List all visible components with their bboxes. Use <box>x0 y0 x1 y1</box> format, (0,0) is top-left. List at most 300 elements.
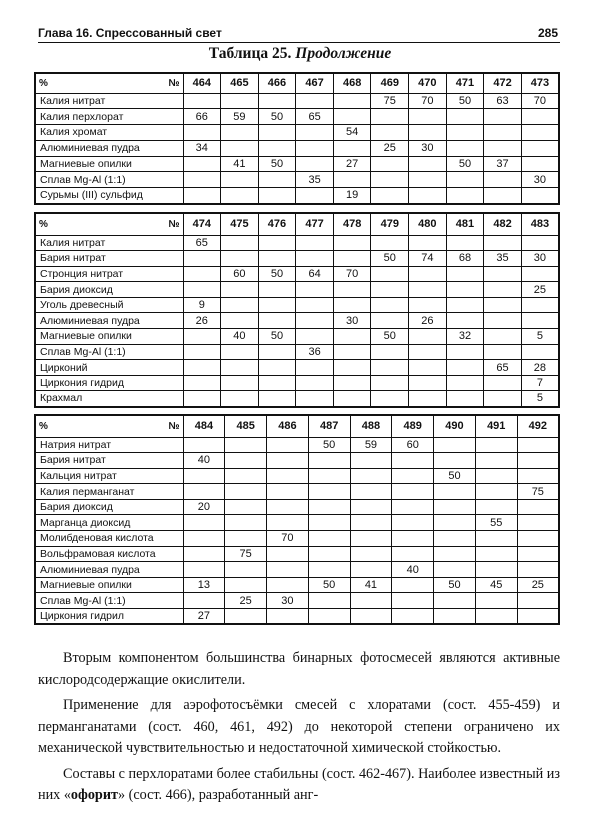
percent-cell: 60 <box>392 437 434 453</box>
ingredient-name: Алюминиевая пудра <box>35 562 183 578</box>
ingredient-name: Молибденовая кислота <box>35 531 183 547</box>
percent-cell <box>225 515 267 531</box>
percent-cell <box>350 484 392 500</box>
percent-cell <box>475 546 517 562</box>
ingredient-name: Уголь древесный <box>35 297 183 313</box>
percent-cell <box>333 391 371 407</box>
chapter-title: Глава 16. Спрессованный свет <box>38 26 222 40</box>
percent-cell: 13 <box>183 577 225 593</box>
percent-cell <box>225 499 267 515</box>
percent-cell <box>475 499 517 515</box>
percent-cell <box>434 609 476 625</box>
number-label: № <box>168 77 180 89</box>
ingredient-name: Алюминиевая пудра <box>35 313 183 329</box>
ingredient-name: Цирконий <box>35 360 183 376</box>
ingredient-name: Калия нитрат <box>35 235 183 251</box>
percent-cell <box>183 562 225 578</box>
percent-cell <box>434 593 476 609</box>
percent-cell <box>296 251 334 267</box>
percent-cell: 75 <box>371 93 409 109</box>
percent-cell <box>409 329 447 345</box>
ingredient-name: Бария диоксид <box>35 499 183 515</box>
table-row <box>35 499 559 515</box>
percent-cell: 54 <box>333 125 371 141</box>
body-text <box>38 648 560 807</box>
percent-cell: 66 <box>183 109 221 125</box>
percent-cell: 30 <box>267 593 309 609</box>
percent-cell: 50 <box>446 93 484 109</box>
percent-cell: 45 <box>475 577 517 593</box>
percent-cell <box>183 360 221 376</box>
percent-cell: 26 <box>409 313 447 329</box>
percent-cell <box>225 577 267 593</box>
percent-cell <box>484 125 522 141</box>
corner-cell <box>35 73 183 93</box>
percent-cell <box>308 453 350 469</box>
percent-cell <box>484 329 522 345</box>
percent-cell <box>258 125 296 141</box>
percent-cell <box>409 125 447 141</box>
percent-cell: 25 <box>521 282 559 298</box>
percent-cell: 36 <box>296 344 334 360</box>
percent-cell <box>183 484 225 500</box>
percent-cell <box>221 125 259 141</box>
percent-cell: 68 <box>446 251 484 267</box>
ingredient-name: Магниевые опилки <box>35 156 183 172</box>
composition-number: 466 <box>258 73 296 93</box>
percent-cell <box>446 375 484 391</box>
percent-cell <box>392 453 434 469</box>
percent-cell <box>296 391 334 407</box>
percent-cell: 28 <box>521 360 559 376</box>
percent-cell: 50 <box>371 329 409 345</box>
percent-cell <box>517 437 559 453</box>
percent-cell <box>225 484 267 500</box>
percent-cell <box>225 609 267 625</box>
percent-cell: 5 <box>521 329 559 345</box>
percent-cell <box>371 344 409 360</box>
percent-cell <box>267 484 309 500</box>
percent-cell <box>267 453 309 469</box>
percent-cell <box>221 344 259 360</box>
percent-cell <box>521 235 559 251</box>
table-row <box>35 109 559 125</box>
percent-cell <box>258 344 296 360</box>
running-header <box>38 24 560 43</box>
percent-cell <box>350 468 392 484</box>
table-row <box>35 140 559 156</box>
percent-label: % <box>39 420 48 432</box>
percent-cell <box>446 344 484 360</box>
percent-cell: 70 <box>409 93 447 109</box>
number-label: № <box>168 218 180 230</box>
percent-cell: 19 <box>333 188 371 204</box>
percent-cell <box>475 609 517 625</box>
composition-number: 479 <box>371 213 409 235</box>
percent-cell <box>267 609 309 625</box>
composition-number: 468 <box>333 73 371 93</box>
percent-cell <box>296 360 334 376</box>
percent-cell <box>225 437 267 453</box>
table-row <box>35 282 559 298</box>
table-row <box>35 562 559 578</box>
percent-cell: 41 <box>221 156 259 172</box>
percent-cell: 20 <box>183 499 225 515</box>
composition-number: 483 <box>521 213 559 235</box>
percent-cell <box>308 546 350 562</box>
table-row <box>35 609 559 625</box>
percent-cell: 5 <box>521 391 559 407</box>
percent-cell <box>183 531 225 547</box>
ingredient-name: Циркония гидрил <box>35 609 183 625</box>
percent-cell <box>296 188 334 204</box>
percent-cell <box>521 344 559 360</box>
percent-cell <box>484 235 522 251</box>
percent-cell <box>333 251 371 267</box>
percent-cell: 59 <box>350 437 392 453</box>
percent-cell <box>221 93 259 109</box>
composition-number: 477 <box>296 213 334 235</box>
percent-cell: 30 <box>521 251 559 267</box>
percent-cell: 50 <box>258 109 296 125</box>
percent-cell <box>350 609 392 625</box>
composition-table-2 <box>34 212 560 408</box>
percent-cell <box>517 499 559 515</box>
percent-cell <box>409 360 447 376</box>
percent-cell <box>392 499 434 515</box>
ingredient-name: Крахмал <box>35 391 183 407</box>
composition-number: 472 <box>484 73 522 93</box>
percent-cell <box>446 188 484 204</box>
percent-cell <box>333 172 371 188</box>
composition-number: 473 <box>521 73 559 93</box>
percent-cell <box>308 562 350 578</box>
percent-cell <box>225 562 267 578</box>
percent-cell: 50 <box>258 266 296 282</box>
composition-number: 487 <box>308 415 350 437</box>
percent-cell <box>517 562 559 578</box>
corner-cell <box>35 213 183 235</box>
percent-cell: 25 <box>225 593 267 609</box>
paragraph <box>38 648 560 691</box>
percent-cell: 70 <box>267 531 309 547</box>
percent-cell <box>308 499 350 515</box>
table-row <box>35 453 559 469</box>
ingredient-name: Сплав Mg-Al (1:1) <box>35 593 183 609</box>
composition-number: 478 <box>333 213 371 235</box>
percent-cell: 65 <box>183 235 221 251</box>
ingredient-name: Сплав Mg-Al (1:1) <box>35 344 183 360</box>
percent-cell <box>333 109 371 125</box>
percent-cell <box>475 562 517 578</box>
percent-cell: 50 <box>434 468 476 484</box>
percent-cell <box>183 391 221 407</box>
percent-cell <box>296 313 334 329</box>
percent-cell: 34 <box>183 140 221 156</box>
percent-cell <box>446 297 484 313</box>
percent-cell <box>258 297 296 313</box>
percent-cell <box>333 297 371 313</box>
table-title-suffix: Продолжение <box>295 45 392 62</box>
percent-cell <box>371 109 409 125</box>
percent-cell <box>392 531 434 547</box>
percent-cell <box>258 282 296 298</box>
percent-cell <box>392 577 434 593</box>
percent-cell <box>333 329 371 345</box>
composition-number: 482 <box>484 213 522 235</box>
percent-cell <box>446 140 484 156</box>
composition-number: 485 <box>225 415 267 437</box>
composition-number: 467 <box>296 73 334 93</box>
percent-cell <box>183 546 225 562</box>
percent-cell <box>521 140 559 156</box>
table-row <box>35 297 559 313</box>
percent-cell <box>517 468 559 484</box>
paragraph <box>38 764 560 807</box>
percent-cell: 65 <box>296 109 334 125</box>
percent-cell <box>221 391 259 407</box>
percent-cell <box>409 109 447 125</box>
percent-cell <box>221 375 259 391</box>
percent-cell <box>183 375 221 391</box>
composition-table-1 <box>34 72 560 205</box>
percent-cell <box>521 156 559 172</box>
ingredient-name: Алюминиевая пудра <box>35 140 183 156</box>
percent-cell <box>409 344 447 360</box>
composition-number: 492 <box>517 415 559 437</box>
percent-cell <box>221 235 259 251</box>
table-row <box>35 251 559 267</box>
percent-cell <box>484 109 522 125</box>
ingredient-name: Калия перхлорат <box>35 109 183 125</box>
ingredient-name: Магниевые опилки <box>35 329 183 345</box>
table-header-row <box>35 73 559 93</box>
paragraph-text: Применение для аэрофотосъёмки смесей с хлоратами (сост. 455-459) и перманганатами (сост. 460, 461, 492) до некоторой степени ограничено их механической чувствительностью и недостаточной химической стойкостью. <box>38 697 560 756</box>
percent-cell <box>183 437 225 453</box>
percent-cell <box>183 468 225 484</box>
percent-cell <box>434 531 476 547</box>
percent-cell <box>183 593 225 609</box>
percent-cell <box>475 484 517 500</box>
percent-cell: 40 <box>392 562 434 578</box>
percent-cell <box>484 282 522 298</box>
percent-cell <box>258 375 296 391</box>
percent-cell <box>258 313 296 329</box>
percent-cell <box>409 375 447 391</box>
percent-cell <box>258 360 296 376</box>
percent-cell: 26 <box>183 313 221 329</box>
percent-cell <box>221 282 259 298</box>
percent-cell <box>258 391 296 407</box>
percent-cell <box>350 499 392 515</box>
composition-number: 474 <box>183 213 221 235</box>
percent-cell <box>521 125 559 141</box>
percent-cell <box>296 297 334 313</box>
percent-cell <box>333 235 371 251</box>
percent-cell: 65 <box>484 360 522 376</box>
percent-cell <box>225 531 267 547</box>
percent-cell <box>183 172 221 188</box>
percent-cell: 75 <box>517 484 559 500</box>
percent-cell <box>446 125 484 141</box>
percent-cell <box>296 93 334 109</box>
percent-cell <box>267 515 309 531</box>
ingredient-name: Калия перманганат <box>35 484 183 500</box>
percent-cell <box>371 391 409 407</box>
table-row <box>35 93 559 109</box>
percent-cell <box>446 172 484 188</box>
corner-cell <box>35 415 183 437</box>
percent-cell <box>517 546 559 562</box>
percent-cell <box>183 266 221 282</box>
percent-cell <box>475 453 517 469</box>
percent-cell <box>521 297 559 313</box>
percent-cell <box>308 593 350 609</box>
percent-cell <box>221 172 259 188</box>
table-row <box>35 156 559 172</box>
composition-number: 484 <box>183 415 225 437</box>
percent-cell <box>475 468 517 484</box>
percent-label: % <box>39 218 48 230</box>
percent-cell <box>434 484 476 500</box>
percent-cell <box>371 360 409 376</box>
percent-cell <box>392 546 434 562</box>
percent-cell <box>446 282 484 298</box>
percent-cell <box>258 93 296 109</box>
table-title <box>0 45 600 63</box>
composition-number: 490 <box>434 415 476 437</box>
percent-cell <box>350 562 392 578</box>
percent-cell: 55 <box>475 515 517 531</box>
composition-number: 491 <box>475 415 517 437</box>
percent-cell <box>409 235 447 251</box>
percent-cell <box>308 484 350 500</box>
ingredient-name: Марганца диоксид <box>35 515 183 531</box>
ingredient-name: Сурьмы (III) сульфид <box>35 188 183 204</box>
percent-cell <box>267 499 309 515</box>
percent-cell <box>333 140 371 156</box>
percent-cell <box>434 562 476 578</box>
percent-cell <box>446 360 484 376</box>
percent-cell <box>308 609 350 625</box>
percent-cell <box>392 515 434 531</box>
percent-cell <box>517 593 559 609</box>
percent-cell: 35 <box>296 172 334 188</box>
percent-cell <box>221 140 259 156</box>
percent-cell <box>183 156 221 172</box>
percent-cell: 30 <box>409 140 447 156</box>
percent-cell <box>434 499 476 515</box>
percent-cell <box>267 562 309 578</box>
percent-cell: 50 <box>446 156 484 172</box>
percent-cell <box>296 375 334 391</box>
percent-cell <box>183 515 225 531</box>
percent-cell <box>446 313 484 329</box>
percent-cell <box>371 125 409 141</box>
percent-cell: 50 <box>308 577 350 593</box>
percent-cell <box>183 125 221 141</box>
percent-cell <box>446 266 484 282</box>
percent-cell: 9 <box>183 297 221 313</box>
percent-cell: 75 <box>225 546 267 562</box>
percent-cell: 70 <box>333 266 371 282</box>
composition-table-3 <box>34 414 560 625</box>
table-row <box>35 266 559 282</box>
table-row <box>35 188 559 204</box>
percent-cell <box>517 515 559 531</box>
percent-cell <box>221 251 259 267</box>
percent-cell <box>371 188 409 204</box>
percent-cell <box>521 266 559 282</box>
ingredient-name: Калия хромат <box>35 125 183 141</box>
table-row <box>35 531 559 547</box>
percent-cell <box>484 375 522 391</box>
percent-cell <box>350 531 392 547</box>
ingredient-name: Бария нитрат <box>35 453 183 469</box>
percent-cell <box>221 360 259 376</box>
ingredient-name: Вольфрамовая кислота <box>35 546 183 562</box>
table-row <box>35 125 559 141</box>
percent-cell <box>521 313 559 329</box>
percent-cell <box>333 344 371 360</box>
percent-cell <box>183 251 221 267</box>
percent-cell: 41 <box>350 577 392 593</box>
percent-cell: 50 <box>434 577 476 593</box>
table-row <box>35 593 559 609</box>
percent-cell <box>333 360 371 376</box>
percent-cell: 50 <box>371 251 409 267</box>
percent-label: % <box>39 77 48 89</box>
percent-cell <box>409 391 447 407</box>
ingredient-name: Циркония гидрид <box>35 375 183 391</box>
percent-cell <box>484 172 522 188</box>
table-row <box>35 468 559 484</box>
table-row <box>35 546 559 562</box>
percent-cell: 70 <box>521 93 559 109</box>
percent-cell <box>221 297 259 313</box>
percent-cell <box>484 188 522 204</box>
percent-cell <box>484 266 522 282</box>
table-row <box>35 577 559 593</box>
percent-cell: 30 <box>333 313 371 329</box>
paragraph-text: Составы с перхлоратами более стабильны (сост. 462-467). Наиболее известный из них « <box>38 765 560 803</box>
percent-cell <box>371 266 409 282</box>
paragraph-text: Вторым компонентом большинства бинарных фотосмесей являются активные кислородсодержащие окислители. <box>38 650 560 688</box>
percent-cell: 60 <box>221 266 259 282</box>
percent-cell <box>484 313 522 329</box>
percent-cell <box>446 235 484 251</box>
percent-cell: 59 <box>221 109 259 125</box>
percent-cell <box>267 546 309 562</box>
percent-cell <box>484 391 522 407</box>
percent-cell <box>258 235 296 251</box>
percent-cell <box>258 188 296 204</box>
percent-cell <box>183 329 221 345</box>
percent-cell <box>258 172 296 188</box>
percent-cell <box>296 125 334 141</box>
percent-cell <box>371 313 409 329</box>
percent-cell <box>183 188 221 204</box>
percent-cell: 40 <box>221 329 259 345</box>
percent-cell <box>267 577 309 593</box>
percent-cell <box>333 375 371 391</box>
table-header-row <box>35 415 559 437</box>
percent-cell <box>296 140 334 156</box>
table-row <box>35 172 559 188</box>
ingredient-name: Калия нитрат <box>35 93 183 109</box>
composition-number: 489 <box>392 415 434 437</box>
percent-cell: 35 <box>484 251 522 267</box>
